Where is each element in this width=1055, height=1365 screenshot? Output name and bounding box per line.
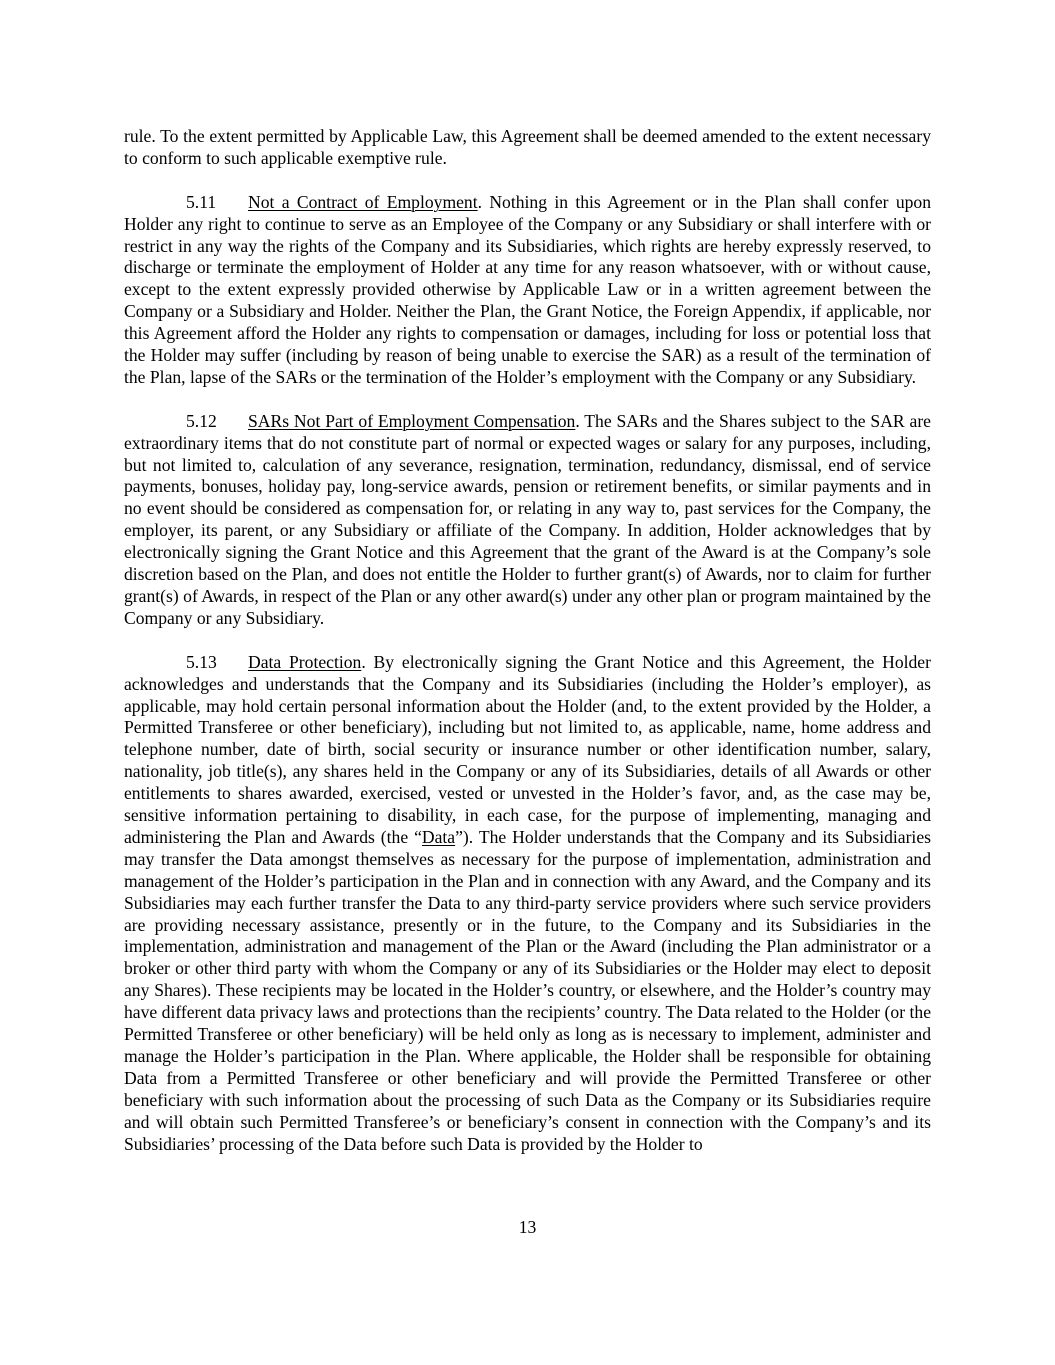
section-number: 5.11 [186,191,217,212]
section-heading: Not a Contract of Employment [248,191,478,212]
page-number: 13 [518,1217,537,1237]
section-number: 5.13 [186,651,217,672]
section-heading: SARs Not Part of Employment Compensation [248,410,576,431]
section-body: . The SARs and the Shares subject to the SAR are extraordinary items that do not constitute part of normal or expected wages or salary for any purposes, including, but not limited to, calculation of any severance, resignation, termination, redundancy, dismissal, end of service payments, bonuses, holiday pay, long-service awards, pension or retirement benefits, or similar payments and in no event should be considered as compensation for, or relating in any way to, past services for the Company, the employer, its parent, or any Subsidiary or affiliate of the Company. In addition, Holder acknowledges that by electronically signing the Grant Notice and this Agreement that the grant of the Award is at the Company’s sole discretion based on the Plan, and does not entitle the Holder to further grant(s) of Awards, nor to claim for further grant(s) of Awards, in respect of the Plan or any other award(s) under any other plan or program maintained by the Company or any Subsidiary. [124,410,931,628]
section-5-13 [124,652,931,1156]
continuation-paragraph: rule. To the extent permitted by Applicable Law, this Agreement shall be deemed amended to the extent necessary to conform to such applicable exemptive rule. [124,126,931,168]
defined-term: Data [421,826,456,847]
section-body: . Nothing in this Agreement or in the Plan shall confer upon Holder any right to continue to serve as an Employee of the Company or any Subsidiary or shall interfere with or restrict in any way the rights of the Company and its Subsidiaries, which rights are hereby expressly reserved, to discharge or terminate the employment of Holder at any time for any reason whatsoever, with or without cause, except to the extent expressly provided otherwise by Applicable Law or in a written agreement between the Company or a Subsidiary and Holder. Neither the Plan, the Grant Notice, the Foreign Appendix, if applicable, nor this Agreement afford the Holder any rights to compensation or damages, including for loss or potential loss that the Holder may suffer (including by reason of being unable to exercise the SAR) as a result of the termination of the Plan, lapse of the SARs or the termination of the Holder’s employment with the Company or any Subsidiary. [124,191,932,387]
section-body-continued: ”). The Holder understands that the Company and its Subsidiaries may transfer the Data amongst themselves as necessary for the purpose of implementation, administration and management of the Holder’s participation in the Plan and in connection with any Award, and the Company and its Subsidiaries may each further transfer the Data to any third-party service providers where such service providers are providing necessary assistance, presently or in the future, to the Company and its Subsidiaries in the implementation, administration and management of the Plan or the Award (including the Plan administrator or a broker or other third party with whom the Company or any of its Subsidiaries or the Holder may elect to deposit any Shares). These recipients may be located in the Holder’s country, or elsewhere, and the Holder’s country may have different data privacy laws and protections than the recipients’ country. The Data related to the Holder (or the Permitted Transferee or other beneficiary) will be held only as long as is necessary to implement, administer and manage the Holder’s participation in the Plan. Where applicable, the Holder shall be responsible for obtaining Data from a Permitted Transferee or other beneficiary and will provide the Permitted Transferee or other beneficiary with such information about the processing of such Data as the Company or its Subsidiaries require and will obtain such Permitted Transferee’s or beneficiary’s consent in connection with the Company’s and its Subsidiaries’ processing of the Data before such Data is provided by the Holder to [124,826,931,1154]
section-5-11 [124,192,931,389]
section-heading: Data Protection [248,651,362,672]
section-body: . By electronically signing the Grant Notice and this Agreement, the Holder acknowledges and understands that the Company and its Subsidiaries (including the Holder’s employer), as applicable, may hold certain personal information about the Holder (and, to the extent provided by the Holder, a Permitted Transferee or other beneficiary), including but not limited to, as applicable, name, home address and telephone number, date of birth, social security or insurance number or other identification number, salary, nationality, job title(s), any shares held in the Company or any of its Subsidiaries, details of all Awards or other entitlements to shares awarded, exercised, vested or unvested in the Holder’s favor, and, as the case may be, sensitive information pertaining to disability, in each case, for the purpose of implementing, managing and administering the Plan and Awards (the “ [124,651,931,847]
document-page [124,126,931,1156]
section-number: 5.12 [186,410,217,431]
section-5-12 [124,411,931,630]
